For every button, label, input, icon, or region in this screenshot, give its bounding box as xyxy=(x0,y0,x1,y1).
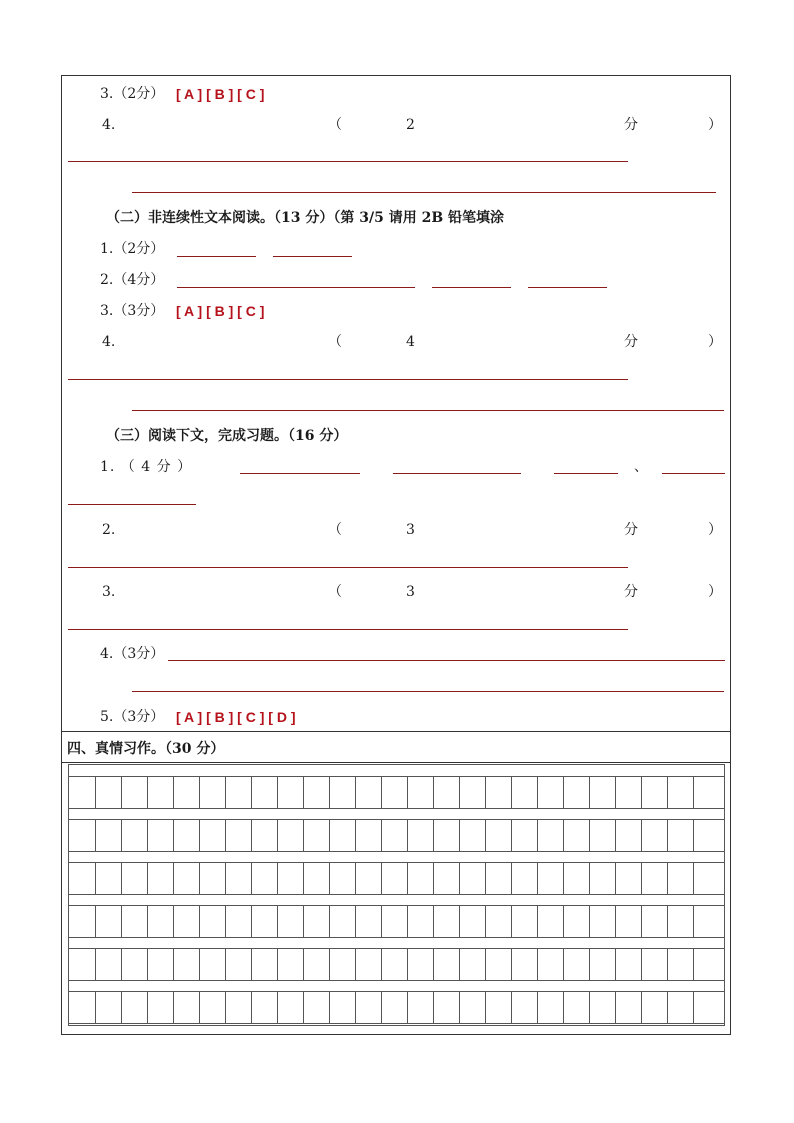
s3-q2-open-paren: （ xyxy=(328,522,342,538)
grid-cell[interactable] xyxy=(433,992,459,1024)
grid-cell[interactable] xyxy=(355,992,381,1024)
s2-q4-label: 4. xyxy=(102,334,116,350)
grid-cell[interactable] xyxy=(433,820,459,852)
grid-row xyxy=(69,949,724,981)
s3-q3-label: 3. xyxy=(102,584,116,600)
answer-line[interactable] xyxy=(393,473,521,474)
grid-cell[interactable] xyxy=(95,777,121,809)
grid-cell[interactable] xyxy=(199,777,225,809)
grid-cell[interactable] xyxy=(641,906,667,938)
grid-cell[interactable] xyxy=(667,863,693,895)
grid-cell[interactable] xyxy=(251,949,277,981)
s3-q1-label: 1. （ 4 分 ） xyxy=(100,459,193,475)
grid-cell[interactable] xyxy=(173,777,199,809)
grid-cell[interactable] xyxy=(459,777,485,809)
s3-q3-points: 3 xyxy=(406,584,415,600)
s3-q4-label: 4.（3分） xyxy=(100,646,165,662)
grid-cell[interactable] xyxy=(537,863,563,895)
section-divider xyxy=(61,731,731,732)
grid-cell[interactable] xyxy=(407,820,433,852)
s2-q4-points: 4 xyxy=(406,334,415,350)
grid-cell[interactable] xyxy=(563,949,589,981)
answer-line[interactable] xyxy=(662,473,725,474)
grid-cell[interactable] xyxy=(485,777,511,809)
grid-cell[interactable] xyxy=(277,777,303,809)
answer-line[interactable] xyxy=(273,256,352,257)
grid-cell[interactable] xyxy=(173,906,199,938)
grid-cell[interactable] xyxy=(485,820,511,852)
grid-cell[interactable] xyxy=(563,906,589,938)
grid-cell[interactable] xyxy=(329,992,355,1024)
grid-cell[interactable] xyxy=(511,992,537,1024)
s2-q4-open-paren: （ xyxy=(328,334,342,350)
grid-cell[interactable] xyxy=(511,863,537,895)
grid-cell[interactable] xyxy=(95,906,121,938)
grid-cell[interactable] xyxy=(667,820,693,852)
grid-cell[interactable] xyxy=(199,820,225,852)
answer-line[interactable] xyxy=(132,691,724,692)
grid-cell[interactable] xyxy=(615,863,641,895)
grid-cell[interactable] xyxy=(511,906,537,938)
grid-cell[interactable] xyxy=(69,863,95,895)
answer-line[interactable] xyxy=(68,161,628,162)
grid-cell[interactable] xyxy=(355,777,381,809)
s2-q2-label: 2.（4分） xyxy=(100,272,165,288)
grid-cell[interactable] xyxy=(355,820,381,852)
grid-cell[interactable] xyxy=(563,992,589,1024)
section-divider xyxy=(61,762,731,763)
grid-cell[interactable] xyxy=(459,992,485,1024)
grid-cell[interactable] xyxy=(641,992,667,1024)
grid-cell[interactable] xyxy=(589,863,615,895)
s3-q2-points: 3 xyxy=(406,522,415,538)
grid-cell[interactable] xyxy=(459,863,485,895)
grid-cell[interactable] xyxy=(173,949,199,981)
grid-row xyxy=(69,777,724,809)
q4-unit: 分 xyxy=(624,117,638,133)
grid-cell[interactable] xyxy=(433,863,459,895)
grid-row xyxy=(69,820,724,852)
grid-cell[interactable] xyxy=(303,820,329,852)
grid-cell[interactable] xyxy=(511,777,537,809)
grid-cell[interactable] xyxy=(667,777,693,809)
grid-cell[interactable] xyxy=(95,949,121,981)
grid-cell[interactable] xyxy=(433,906,459,938)
grid-cell[interactable] xyxy=(355,906,381,938)
grid-cell[interactable] xyxy=(69,992,95,1024)
grid-cell[interactable] xyxy=(641,863,667,895)
answer-line[interactable] xyxy=(177,256,256,257)
grid-cell[interactable] xyxy=(147,777,173,809)
grid-cell[interactable] xyxy=(355,863,381,895)
grid-cell[interactable] xyxy=(251,906,277,938)
grid-cell[interactable] xyxy=(121,992,147,1024)
grid-cell[interactable] xyxy=(615,820,641,852)
answer-line[interactable] xyxy=(132,192,716,193)
answer-line[interactable] xyxy=(168,660,725,661)
grid-cell[interactable] xyxy=(277,992,303,1024)
grid-row xyxy=(69,906,724,938)
q3-options[interactable]: [ A ] [ B ] [ C ] xyxy=(176,86,265,102)
grid-cell[interactable] xyxy=(537,820,563,852)
grid-cell[interactable] xyxy=(225,949,251,981)
grid-cell[interactable] xyxy=(381,906,407,938)
s3-q3-open-paren: （ xyxy=(328,584,342,600)
grid-cell[interactable] xyxy=(303,906,329,938)
grid-cell[interactable] xyxy=(563,820,589,852)
answer-line[interactable] xyxy=(132,410,724,411)
grid-cell[interactable] xyxy=(225,777,251,809)
grid-row xyxy=(69,863,724,895)
grid-cell[interactable] xyxy=(303,863,329,895)
grid-cell[interactable] xyxy=(589,906,615,938)
grid-cell[interactable] xyxy=(615,992,641,1024)
grid-row xyxy=(69,992,724,1024)
grid-cell[interactable] xyxy=(147,906,173,938)
s3-q3-unit: 分 xyxy=(624,584,638,600)
grid-cell[interactable] xyxy=(641,949,667,981)
answer-line[interactable] xyxy=(68,629,628,630)
grid-cell[interactable] xyxy=(641,777,667,809)
grid-cell[interactable] xyxy=(147,949,173,981)
s3-q1-separator: 、 xyxy=(634,459,648,475)
q4-close-paren: ） xyxy=(708,117,722,133)
grid-cell[interactable] xyxy=(407,863,433,895)
answer-line[interactable] xyxy=(68,504,196,505)
grid-cell[interactable] xyxy=(485,863,511,895)
grid-cell[interactable] xyxy=(69,906,95,938)
grid-cell[interactable] xyxy=(511,949,537,981)
grid-cell[interactable] xyxy=(225,820,251,852)
grid-cell[interactable] xyxy=(225,992,251,1024)
s2-q4-unit: 分 xyxy=(624,334,638,350)
grid-cell[interactable] xyxy=(277,820,303,852)
grid-cell[interactable] xyxy=(485,949,511,981)
q4-open-paren: （ xyxy=(328,117,342,133)
grid-cell[interactable] xyxy=(277,949,303,981)
grid-cell[interactable] xyxy=(407,992,433,1024)
grid-cell[interactable] xyxy=(381,992,407,1024)
grid-cell[interactable] xyxy=(589,992,615,1024)
grid-cell[interactable] xyxy=(407,777,433,809)
answer-line[interactable] xyxy=(554,473,618,474)
q4-label: 4. xyxy=(102,117,116,133)
q3-label: 3.（2分） xyxy=(100,86,165,102)
grid-cell[interactable] xyxy=(277,906,303,938)
answer-line[interactable] xyxy=(68,567,628,568)
s3-q2-unit: 分 xyxy=(624,522,638,538)
grid-cell[interactable] xyxy=(95,992,121,1024)
grid-cell[interactable] xyxy=(459,820,485,852)
grid-cell[interactable] xyxy=(329,777,355,809)
grid-cell[interactable] xyxy=(199,992,225,1024)
grid-cell[interactable] xyxy=(173,992,199,1024)
s2-q1-label: 1.（2分） xyxy=(100,241,165,257)
grid-cell[interactable] xyxy=(433,777,459,809)
s2-q3-label: 3.（3分） xyxy=(100,303,165,319)
grid-cell[interactable] xyxy=(563,777,589,809)
grid-cell[interactable] xyxy=(381,820,407,852)
grid-cell[interactable] xyxy=(121,906,147,938)
grid-cell[interactable] xyxy=(69,777,95,809)
answer-line[interactable] xyxy=(177,287,415,288)
section-3-title: （三）阅读下文，完成习题。（16 分） xyxy=(106,428,348,444)
grid-cell[interactable] xyxy=(667,949,693,981)
s3-q2-close-paren: ） xyxy=(708,522,722,538)
grid-cell[interactable] xyxy=(277,863,303,895)
grid-cell[interactable] xyxy=(485,906,511,938)
s3-q2-label: 2. xyxy=(102,522,116,538)
grid-cell[interactable] xyxy=(485,992,511,1024)
s3-q5-label: 5.（3分） xyxy=(100,709,165,725)
grid-cell[interactable] xyxy=(537,777,563,809)
grid-cell[interactable] xyxy=(537,992,563,1024)
grid-cell[interactable] xyxy=(667,992,693,1024)
grid-cell[interactable] xyxy=(95,820,121,852)
grid-cell[interactable] xyxy=(693,863,719,895)
answer-line[interactable] xyxy=(240,473,360,474)
grid-cell[interactable] xyxy=(251,820,277,852)
composition-grid[interactable] xyxy=(68,764,725,1026)
answer-line[interactable] xyxy=(432,287,511,288)
grid-cell[interactable] xyxy=(667,906,693,938)
grid-cell[interactable] xyxy=(407,949,433,981)
q4-points: 2 xyxy=(406,117,415,133)
grid-cell[interactable] xyxy=(433,949,459,981)
grid-cell[interactable] xyxy=(303,777,329,809)
grid-cell[interactable] xyxy=(173,863,199,895)
grid-cell[interactable] xyxy=(329,863,355,895)
grid-cell[interactable] xyxy=(589,777,615,809)
grid-cell[interactable] xyxy=(459,949,485,981)
grid-cell[interactable] xyxy=(199,863,225,895)
grid-cell[interactable] xyxy=(147,992,173,1024)
s3-q3-close-paren: ） xyxy=(708,584,722,600)
grid-cell[interactable] xyxy=(537,949,563,981)
grid-cell[interactable] xyxy=(329,906,355,938)
grid-cell[interactable] xyxy=(199,949,225,981)
grid-cell[interactable] xyxy=(329,949,355,981)
grid-cell[interactable] xyxy=(225,906,251,938)
grid-cell[interactable] xyxy=(693,906,719,938)
grid-cell[interactable] xyxy=(329,820,355,852)
grid-cell[interactable] xyxy=(303,992,329,1024)
grid-cell[interactable] xyxy=(147,820,173,852)
grid-cell[interactable] xyxy=(459,906,485,938)
grid-cell[interactable] xyxy=(381,863,407,895)
grid-cell[interactable] xyxy=(381,777,407,809)
s2-q4-close-paren: ） xyxy=(708,334,722,350)
grid-cell[interactable] xyxy=(589,949,615,981)
grid-cell[interactable] xyxy=(537,906,563,938)
grid-cell[interactable] xyxy=(407,906,433,938)
section-2-title: （二）非连续性文本阅读。（13 分）（第 3/5 请用 2B 铅笔填涂 xyxy=(106,210,505,226)
s3-q5-options[interactable]: [ A ] [ B ] [ C ] [ D ] xyxy=(176,709,296,725)
grid-cell[interactable] xyxy=(381,949,407,981)
grid-cell[interactable] xyxy=(225,863,251,895)
answer-line[interactable] xyxy=(68,379,628,380)
grid-cell[interactable] xyxy=(251,777,277,809)
s2-q3-options[interactable]: [ A ] [ B ] [ C ] xyxy=(176,303,265,319)
grid-cell[interactable] xyxy=(511,820,537,852)
grid-cell[interactable] xyxy=(641,820,667,852)
grid-cell[interactable] xyxy=(121,777,147,809)
grid-cell[interactable] xyxy=(69,820,95,852)
grid-cell[interactable] xyxy=(693,777,719,809)
grid-cell[interactable] xyxy=(121,820,147,852)
grid-cell[interactable] xyxy=(173,820,199,852)
grid-cell[interactable] xyxy=(121,949,147,981)
grid-cell[interactable] xyxy=(199,906,225,938)
grid-cell[interactable] xyxy=(615,949,641,981)
answer-line[interactable] xyxy=(528,287,607,288)
grid-cell[interactable] xyxy=(615,777,641,809)
grid-cell[interactable] xyxy=(303,949,329,981)
grid-cell[interactable] xyxy=(563,863,589,895)
grid-cell[interactable] xyxy=(693,992,719,1024)
grid-cell[interactable] xyxy=(69,949,95,981)
grid-cell[interactable] xyxy=(615,906,641,938)
grid-cell[interactable] xyxy=(95,863,121,895)
grid-cell[interactable] xyxy=(355,949,381,981)
grid-cell[interactable] xyxy=(147,863,173,895)
grid-cell[interactable] xyxy=(251,863,277,895)
section-4-title: 四、真情习作。（30 分） xyxy=(67,741,225,757)
grid-cell[interactable] xyxy=(693,820,719,852)
grid-cell[interactable] xyxy=(693,949,719,981)
grid-cell[interactable] xyxy=(251,992,277,1024)
grid-cell[interactable] xyxy=(121,863,147,895)
grid-cell[interactable] xyxy=(589,820,615,852)
